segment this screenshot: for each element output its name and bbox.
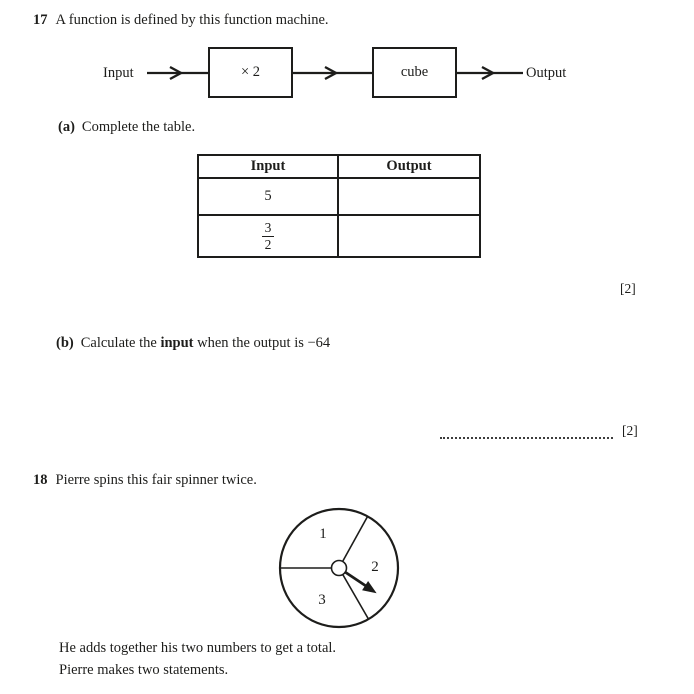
part-a-prompt: Complete the table.: [81, 119, 196, 135]
table-row: [199, 179, 479, 216]
table-row: [199, 216, 479, 256]
question-18-number: 18: [33, 472, 48, 488]
question-17-number: 17: [33, 12, 48, 28]
table-cell-output-1: [339, 179, 479, 214]
spinner-sector-label-3: 3: [318, 592, 326, 608]
question-18-prompt: Pierre spins this fair spinner twice.: [55, 472, 257, 488]
table-cell-output-2: [339, 216, 479, 256]
spinner-sector-label-1: 1: [319, 526, 327, 542]
part-b-heading: [56, 335, 330, 352]
spinner-diagram: [275, 503, 405, 633]
fraction-numerator: 3: [262, 220, 275, 236]
machine-input-label: Input: [103, 65, 134, 81]
question-18-line-1: He adds together his two numbers to get a total.: [59, 640, 337, 656]
part-a-heading: [58, 119, 195, 136]
part-b-text-before: Calculate the: [80, 335, 161, 351]
arrow-right-icon: [147, 67, 208, 79]
dotted-answer-line: [440, 426, 613, 439]
table-cell-input-1: 5: [199, 179, 339, 214]
table-cell-input-2: [199, 216, 339, 256]
part-a-label: (a): [58, 119, 75, 135]
machine-step1-box: [208, 47, 293, 98]
spinner-sector-label-2: 2: [371, 559, 379, 575]
machine-step1-label: × 2: [240, 64, 261, 80]
answer-line-row: [440, 423, 638, 439]
machine-step2-box: [372, 47, 457, 98]
part-b-text-after: when the output is −64: [193, 335, 331, 351]
part-b-prompt: [81, 335, 330, 352]
fraction-denominator: 2: [264, 236, 272, 252]
question-17-prompt: A function is defined by this function machine.: [55, 12, 329, 28]
machine-step2-label: cube: [400, 64, 429, 80]
question-18-heading: [33, 472, 257, 489]
part-b-bold-word: input: [160, 335, 194, 351]
part-a-marks: [2]: [620, 281, 636, 296]
machine-arrows: [140, 60, 540, 86]
arrow-right-icon: [457, 67, 523, 79]
question-18-text-block: [59, 638, 336, 681]
table-header-output: Output: [386, 158, 432, 174]
table-header-input: Input: [199, 156, 339, 177]
spinner-pivot-circle: [332, 561, 347, 576]
part-b-marks: [2]: [622, 423, 638, 438]
machine-output-label: Output: [526, 65, 567, 81]
table-header-row: [199, 156, 479, 179]
question-18-line-2: Pierre makes two statements.: [59, 661, 229, 678]
part-b-label: (b): [56, 335, 74, 351]
arrow-right-icon: [293, 67, 372, 79]
input-output-table: [197, 154, 481, 258]
fraction-three-halves: [262, 220, 275, 251]
question-17-heading: [33, 12, 329, 29]
